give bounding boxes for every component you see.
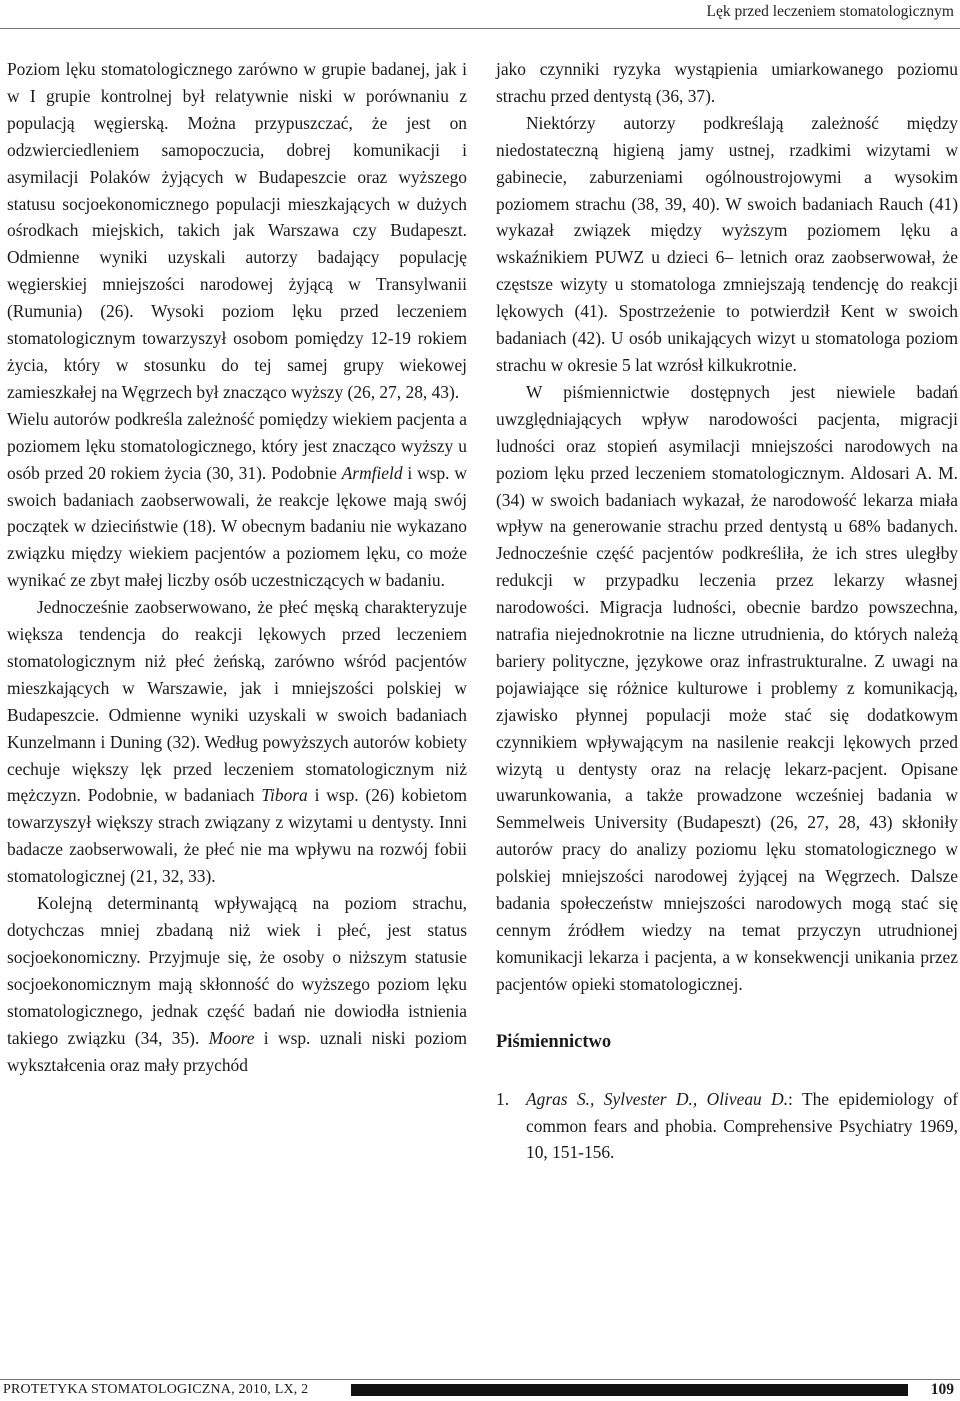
reference-authors: Agras S., Sylvester D., Oliveau D. [526, 1088, 789, 1109]
right-paragraph-1: jako czynniki ryzyka wystąpienia umiarkowanego poziomu strachu przed dentystą (36, 37). [496, 59, 958, 106]
reference-item [496, 1086, 958, 1167]
left-column [7, 56, 467, 1078]
left-paragraph-2 [7, 406, 467, 594]
left-paragraph-1: Poziom lęku stomatologicznego zarówno w grupie badanej, jak i w I grupie kontrolnej był relatywnie niski w porównaniu z populacją węgierską. Można przypuszczać, że jest on odzwierciedleniem samopoczucia, dobrej komunikacji i asymilacji Polaków żyjących w Budapeszcie oraz wyższego statusu socjoekonomicznego populacji mieszkających w dużych ośrodkach miejskich, takich jak Warszawa czy Budapeszt. Odmienne wyniki uzyskali autorzy badający populację węgierskiej mniejszości narodowej żyjącą w Transylwanii (Rumunia) (26). Wysoki poziom lęku przed leczeniem stomatologicznym towarzyszył osobom pomiędzy 12-19 rokiem życia, który w stosunku do tej samej grupy wiekowej zamieszkałej na Węgrzech był znacząco wyższy (26, 27, 28, 43). [7, 59, 467, 402]
left-p3-author-italic: Tibora [261, 785, 308, 806]
page-footer [3, 1380, 954, 1400]
page-number: 109 [930, 1381, 954, 1398]
left-p2-author-italic: Armfield [341, 462, 403, 483]
left-p3-text-a: Jednocześnie zaobserwowano, że płeć męską charakteryzuje większa tendencja do reakcji lękowych przed leczeniem stomatologicznym niż płeć żeńską, zarówno wśród pacjentów mieszkających w Warszawie, jak i mniejszości polskiej w Budapeszcie. Odmienne wyniki uzyskali w swoich badaniach Kunzelmann i Duning (32). Według powyższych autorów kobiety cechuje większy lęk przed leczeniem stomatologicznym niż mężczyzn. Podobnie, w badaniach [7, 597, 467, 806]
right-paragraph-2: Niektórzy autorzy podkreślają zależność między niedostateczną higieną jamy ustnej, rzadkimi wizytami w gabinecie, zaburzeniami ogólnoustrojowymi a wysokim poziomem strachu (38, 39, 40). W swoich badaniach Rauch (41) wykazał związek między wyższym poziomem lęku a wskaźnikiem PUWZ u dzieci 6– letnich oraz zaobserwował, że częstsze wizyty u stomatologa zmniejszają tendencję do reakcji lękowych (41). Spostrzeżenie to potwierdził Kent w swoich badaniach (42). U osób unikających wizyt u stomatologa poziom strachu w okresie 5 lat wzrósł kilkukrotnie. [496, 112, 958, 375]
header-divider [0, 28, 960, 29]
left-p2-text-a: Wielu autorów podkreśla zależność pomiędzy wiekiem pacjenta a poziomem lęku stomatologicznego, który jest znacząco wyższy u osób przed 20 rokiem życia (30, 31). Podobnie [7, 408, 467, 483]
journal-name: PROTETYKA STOMATOLOGICZNA, 2010, LX, 2 [3, 1382, 309, 1397]
running-title: Lęk przed leczeniem stomatologicznym [706, 3, 954, 20]
reference-number: 1. [496, 1088, 510, 1109]
left-p2-text-b: i wsp. w swoich badaniach zaobserwowali, że reakcje lękowe mają swój początek w dzieciństwie (18). W obecnym badaniu nie wykazano związku między wiekiem pacjentów a poziomem lęku, co może wynikać ze zbyt małej liczby osób uczestniczących w badaniu. [7, 462, 467, 591]
left-paragraph-3 [7, 594, 467, 890]
reference-text [526, 1086, 958, 1167]
left-paragraph-4 [7, 890, 467, 1078]
left-p4-text-a: Kolejną determinantą wpływającą na poziom strachu, dotychczas mniej zbadaną niż wiek i płeć, jest status socjoekonomiczny. Przyjmuje się, że osoby o niższym statusie socjoekonomicznym mają skłonność do wyższego poziom lęku stomatologicznego, jednak część badań nie dowiodła istnienia takiego związku (34, 35). [7, 893, 467, 1048]
left-p4-text-b: i wsp. uznali niski poziom wykształcenia oraz mały przychód [7, 1027, 467, 1075]
reference-citation: : The epidemiology of common fears and phobia. Comprehensive Psychiatry 1969, 10, 151-156. [526, 1088, 958, 1163]
left-p4-author-italic: Moore [208, 1027, 255, 1048]
left-p3-text-b: i wsp. (26) kobietom towarzyszył większy strach związany z wizytami u dentysty. Inni badacze zaobserwowali, że płeć nie ma wpływu na rozwój fobii stomatologicznej (21, 32, 33). [7, 785, 467, 887]
right-paragraph-3: W piśmiennictwie dostępnych jest niewiele badań uwzględniających wpływ narodowości pacjenta, migracji ludności oraz stopień asymilacji mniejszości narodowych na poziom lęku przed leczeniem stomatologicznym. Aldosari A. M. (34) w swoich badaniach wykazał, że narodowość lekarza miała wpływ na generowanie strachu przed dentystą u 68% badanych. Jednocześnie część pacjentów podkreśliła, że ich stres uległby redukcji w przypadku leczenia przez lekarzy własnej narodowości. Migracja ludności, obecnie bardzo powszechna, natrafia niejednokrotnie na liczne utrudnienia, do których należą bariery polityczne, językowe oraz infrastrukturalne. Z uwagi na pojawiające się różnice kulturowe i problemy z komunikacją, zjawisko płynnej populacji może stać się dodatkowym czynnikiem wpływającym na nasilenie reakcji lękowych przed wizytą u dentysty oraz na relację lekarz-pacjent. Opisane uwarunkowania, a także prowadzone wcześniej badania w Semmelweis University (Budapeszt) (26, 27, 28, 43) skłoniły autorów pracy do analizy poziomu lęku stomatologicznego w polskiej mniejszości narodowej żyjącej na Węgrzech. Dalsze badania społeczeństw mniejszości narodowych mogą stać się cennym źródłem wiedzy na temat przyczyn utrudnionej komunikacji lekarza i pacjenta, a w konsekwencji unikania przez pacjentów opieki stomatologicznej. [496, 381, 958, 994]
references-heading: Piśmiennictwo [496, 1031, 612, 1052]
right-column [496, 56, 958, 1166]
footer-bar [351, 1384, 908, 1396]
